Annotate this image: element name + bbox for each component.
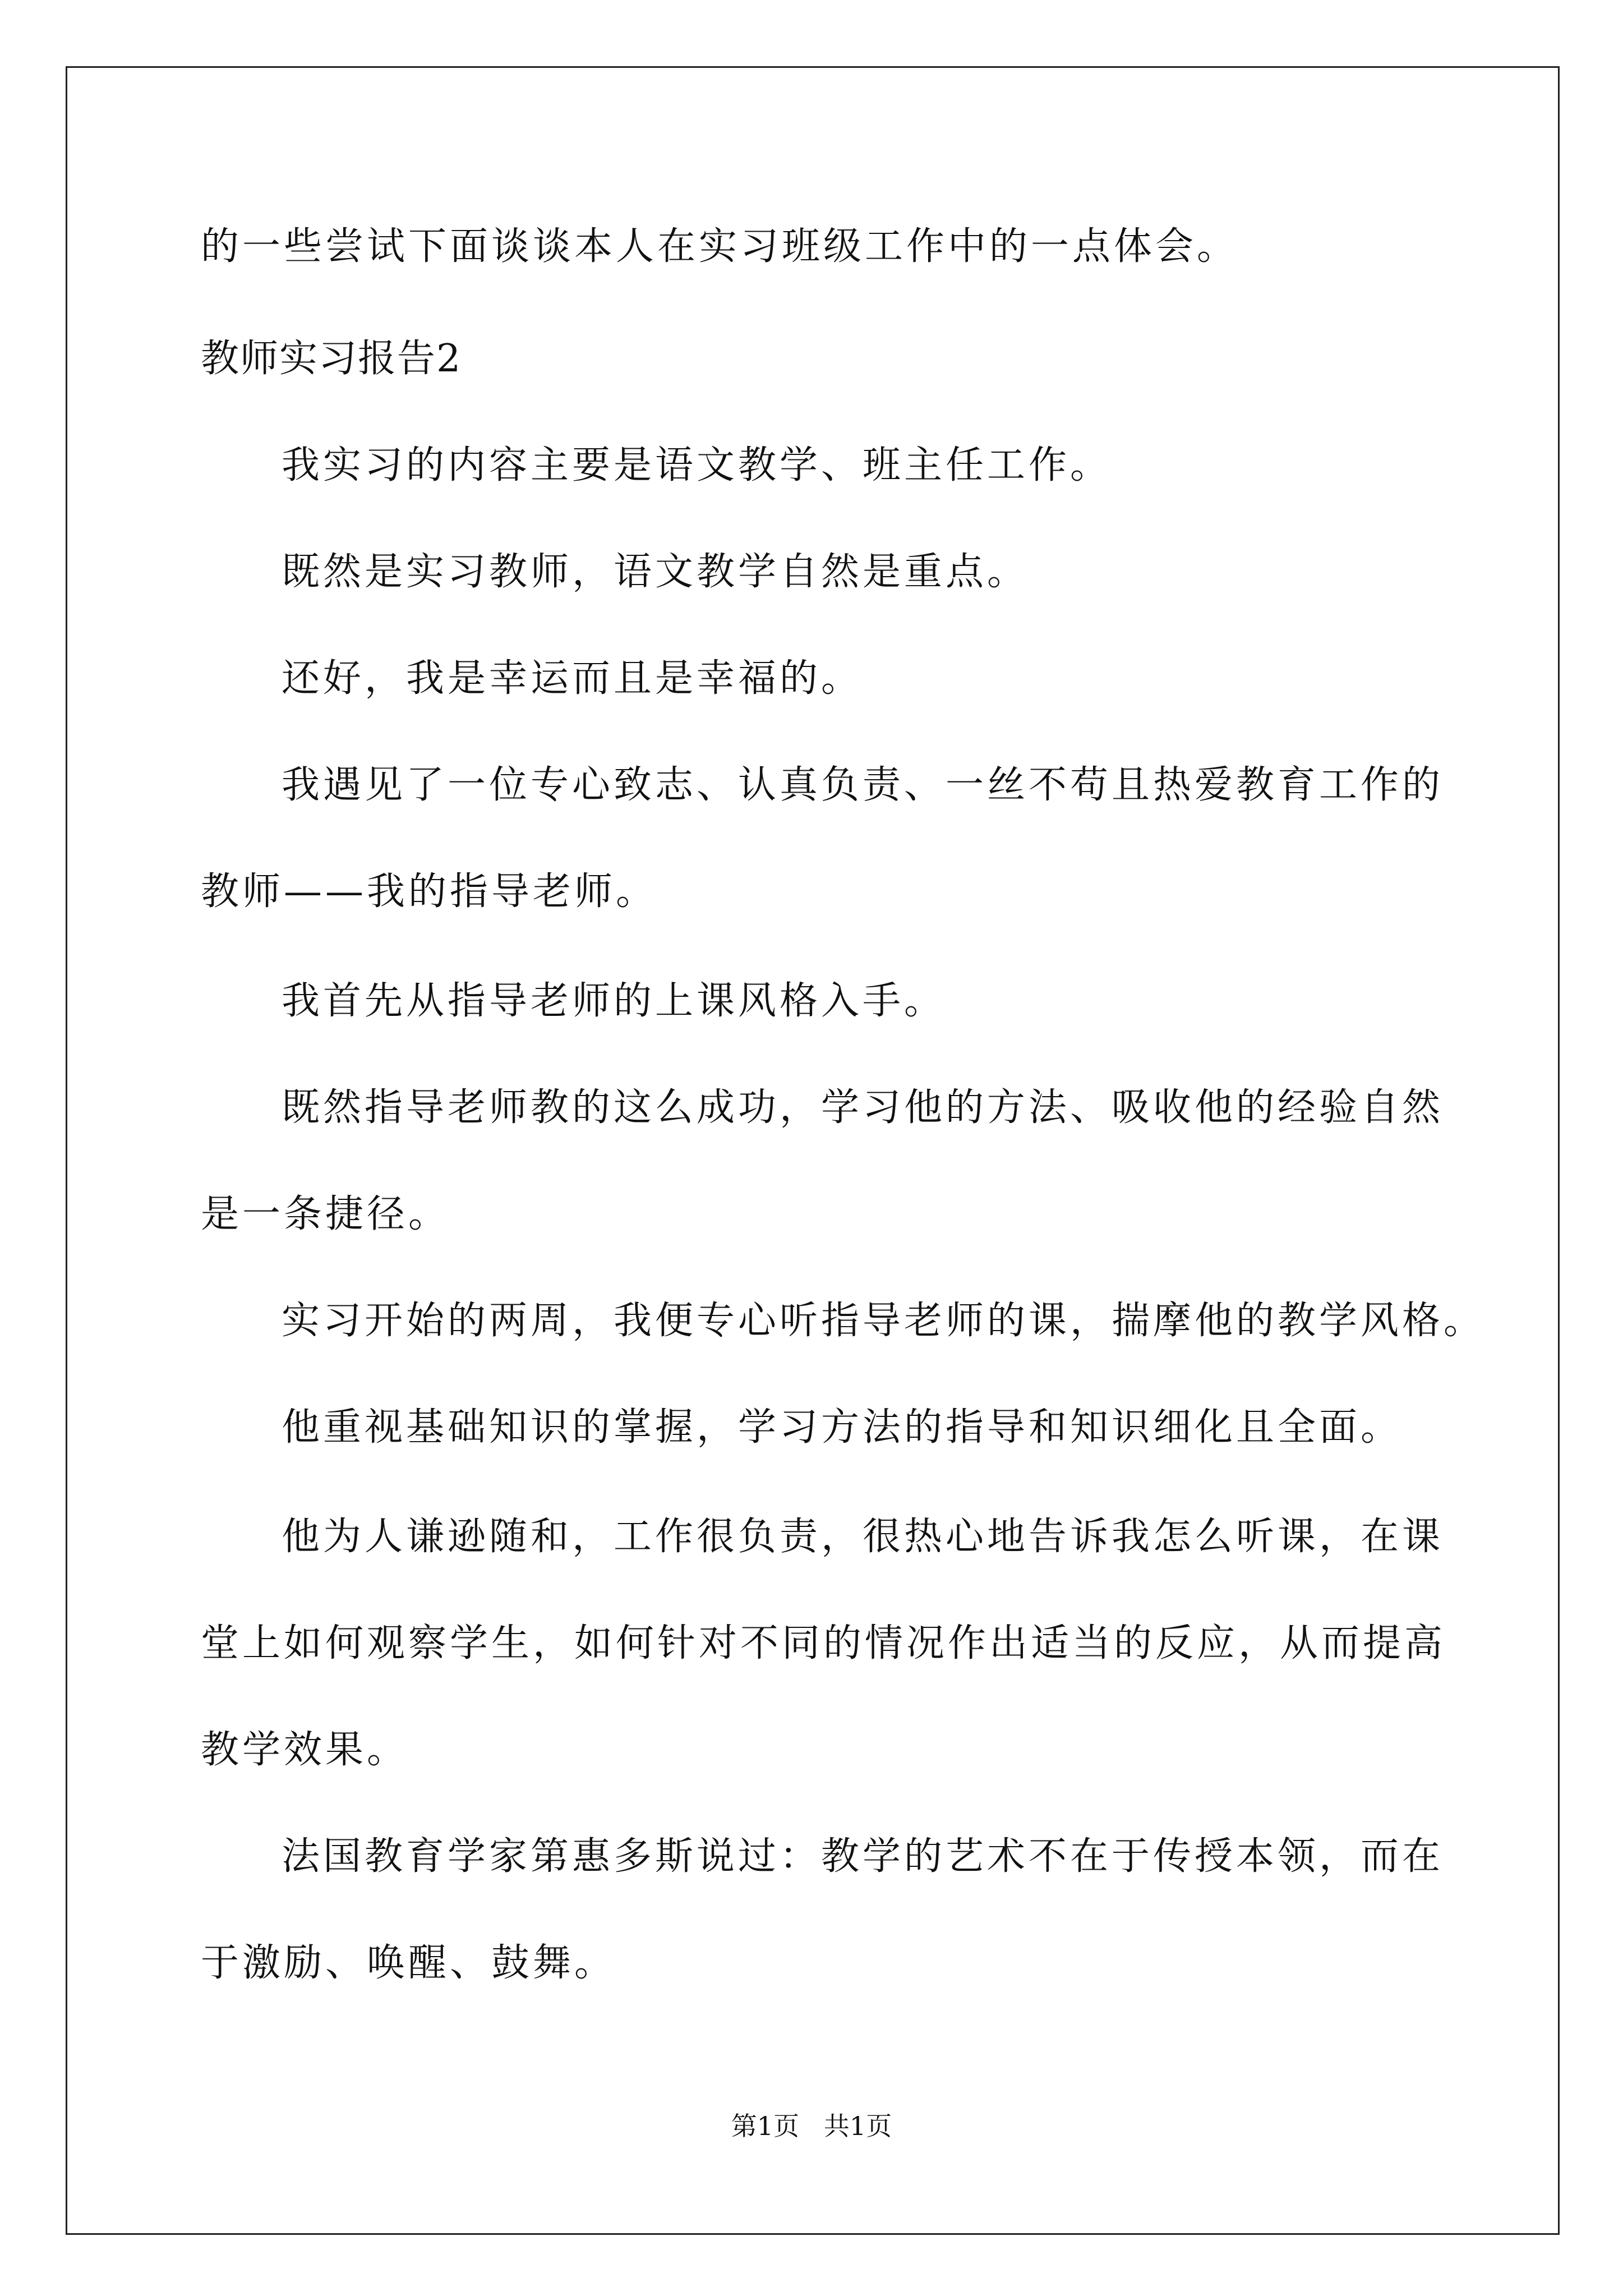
paragraph-line: 法国教育学家第惠多斯说过：教学的艺术不在于传授本领，而在 — [282, 1834, 1444, 1879]
paragraph-line: 我实习的内容主要是语文教学、班主任工作。 — [282, 443, 1112, 487]
paragraph-line: 既然指导老师教的这么成功，学习他的方法、吸收他的经验自然 — [282, 1085, 1444, 1130]
paragraph-line: 还好，我是幸运而且是幸福的。 — [282, 656, 863, 701]
paragraph-line: 我首先从指导老师的上课风格入手。 — [282, 979, 946, 1023]
page-border — [66, 66, 1560, 2235]
paragraph-line: 于激励、唤醒、鼓舞。 — [201, 1941, 616, 1985]
section-heading: 教师实习报告2 — [201, 337, 462, 381]
paragraph-line: 既然是实习教师，语文教学自然是重点。 — [282, 550, 1029, 594]
paragraph-line: 堂上如何观察学生，如何针对不同的情况作出适当的反应，从而提高 — [201, 1621, 1446, 1665]
paragraph-line: 他为人谦逊随和，工作很负责，很热心地告诉我怎么听课，在课 — [282, 1515, 1444, 1559]
paragraph-line: 的一些尝试下面谈谈本人在实习班级工作中的一点体会。 — [201, 224, 1239, 269]
paragraph-line: 教师——我的指导老师。 — [201, 869, 658, 914]
paragraph-line: 是一条捷径。 — [201, 1192, 450, 1236]
paragraph-line: 教学效果。 — [201, 1728, 409, 1772]
page-footer: 第1页 共1页 — [731, 2111, 892, 2141]
paragraph-line: 我遇见了一位专心致志、认真负责、一丝不苟且热爱教育工作的 — [282, 763, 1444, 807]
paragraph-line: 实习开始的两周，我便专心听指导老师的课，揣摩他的教学风格。 — [282, 1299, 1486, 1343]
paragraph-line: 他重视基础知识的掌握，学习方法的指导和知识细化且全面。 — [282, 1405, 1403, 1450]
